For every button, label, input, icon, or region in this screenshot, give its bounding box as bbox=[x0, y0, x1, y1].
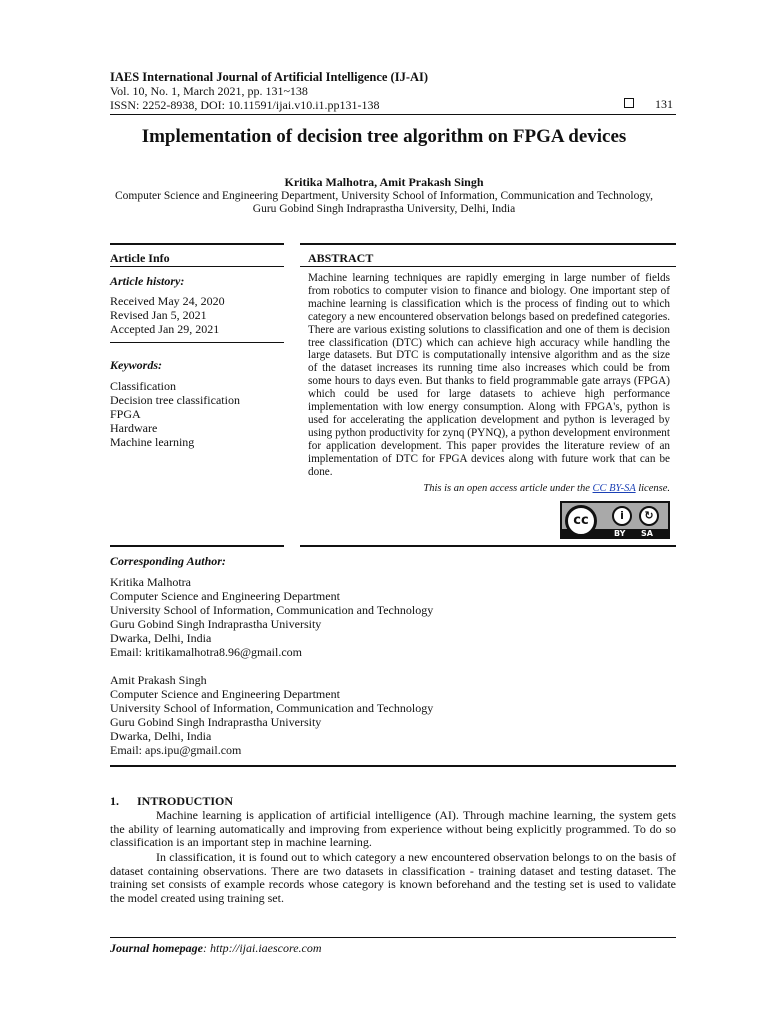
license-suffix: license. bbox=[638, 483, 670, 494]
history-revised: Revised Jan 5, 2021 bbox=[110, 308, 207, 322]
journal-homepage bbox=[110, 941, 322, 956]
author2-university: Guru Gobind Singh Indraprastha University bbox=[110, 715, 322, 729]
journal-name: IAES International Journal of Artificial Intelligence (IJ-AI) bbox=[110, 70, 429, 84]
license-line bbox=[300, 483, 670, 494]
license-prefix: This is an open access article under the bbox=[423, 483, 590, 494]
by-label: BY bbox=[614, 529, 626, 538]
intro-section-number: 1. bbox=[110, 794, 119, 808]
keywords-heading: Keywords: bbox=[110, 358, 162, 372]
abstract-bottom-rule bbox=[300, 545, 676, 547]
author1-university: Guru Gobind Singh Indraprastha University bbox=[110, 617, 322, 631]
author1-location: Dwarka, Delhi, India bbox=[110, 631, 212, 645]
author2-location: Dwarka, Delhi, India bbox=[110, 729, 212, 743]
article-info-top-rule bbox=[110, 243, 284, 245]
issn-line: ISSN: 2252-8938, DOI: 10.11591/ijai.v10.i1.pp131-138 bbox=[110, 98, 380, 112]
cc-by-sa-link[interactable]: CC BY-SA bbox=[592, 483, 636, 494]
page-number: 131 bbox=[655, 97, 673, 111]
keyword-item: Decision tree classification bbox=[110, 393, 240, 407]
footer-rule bbox=[110, 937, 676, 938]
keyword-item: Classification bbox=[110, 379, 176, 393]
journal-homepage-label: Journal homepage bbox=[110, 941, 204, 955]
author2-school: University School of Information, Communication and Technology bbox=[110, 701, 434, 715]
sa-label: SA bbox=[641, 529, 653, 538]
history-received: Received May 24, 2020 bbox=[110, 294, 225, 308]
abstract-heading: ABSTRACT bbox=[308, 251, 374, 265]
cc-license-badge[interactable] bbox=[560, 501, 670, 539]
keyword-item: Hardware bbox=[110, 421, 158, 435]
authors: Kritika Malhotra, Amit Prakash Singh bbox=[284, 175, 484, 189]
article-info-heading: Article Info bbox=[110, 251, 170, 265]
header-rule bbox=[110, 114, 676, 115]
author1-department: Computer Science and Engineering Department bbox=[110, 589, 340, 603]
author1-email[interactable]: Email: kritikamalhotra8.96@gmail.com bbox=[110, 645, 303, 659]
corresponding-bottom-rule bbox=[110, 765, 676, 767]
abstract-text: Machine learning techniques are rapidly emerging in large number of fields from robotics to computer vision to finance and biology. One important step of machine learning is classification which is the process of finding out to which category a new encountered observation belongs based on predefined categories. There are various existing solutions to classification and one of them is decision tree classification (DTC) which can achieve high accuracy while handling the large datasets. But DTC is computationally intensive algorithm and as the size of the dataset increases its running time also increases which could be from some hours to days even. But thanks to field programmable gate arrays (FPGA) which could be used for large datasets to achieve high performance implementation with low energy consumption. Along with FPGA's, python is used for accelerating the application development and python is leveraged by using python productivity for zynq (PYNQ), a python development environment for application development. This paper provides the literature review of an implementation of DTC for FPGA devices along with future work that can be done. bbox=[308, 272, 670, 478]
intro-heading: INTRODUCTION bbox=[137, 794, 234, 808]
corresponding-author-heading: Corresponding Author: bbox=[110, 554, 226, 568]
affiliation-line-1: Computer Science and Engineering Department, University School of Information, Communication and Technology, bbox=[115, 190, 653, 202]
volume-line: Vol. 10, No. 1, March 2021, pp. 131~138 bbox=[110, 84, 308, 98]
person-icon: i bbox=[612, 506, 632, 526]
author2-name: Amit Prakash Singh bbox=[110, 673, 207, 687]
article-info-sub-rule bbox=[110, 266, 284, 267]
square-icon bbox=[624, 98, 634, 108]
author2-email[interactable]: Email: aps.ipu@gmail.com bbox=[110, 743, 242, 757]
article-history-heading: Article history: bbox=[110, 274, 185, 288]
share-alike-icon: ↻ bbox=[639, 506, 659, 526]
intro-paragraph-1: Machine learning is application of artificial intelligence (AI). Through machine learning, the system gets the ability of learning automatically and improving from experience without being explicitly programmed. To do so classification is an important step in machine learning. bbox=[110, 808, 676, 850]
journal-homepage-url[interactable]: : http://ijai.iaescore.com bbox=[203, 941, 322, 955]
article-info-bottom-rule bbox=[110, 545, 284, 547]
abstract-sub-rule bbox=[300, 266, 676, 267]
intro-paragraph-2: In classification, it is found out to which category a new encountered observation belongs to on the basis of dataset containing observations. There are two datasets in classification - training dataset and testing dataset. The training set consists of example records whose category is known beforehand and the testing set is used to validate the model created using training set. bbox=[110, 850, 676, 905]
author1-name: Kritika Malhotra bbox=[110, 575, 191, 589]
keywords-rule bbox=[110, 342, 284, 343]
author1-school: University School of Information, Communication and Technology bbox=[110, 603, 434, 617]
abstract-top-rule bbox=[300, 243, 676, 245]
affiliation-line-2: Guru Gobind Singh Indraprastha University, Delhi, India bbox=[252, 203, 516, 215]
paper-title: Implementation of decision tree algorithm on FPGA devices bbox=[141, 126, 627, 147]
keyword-item: Machine learning bbox=[110, 435, 195, 449]
keyword-item: FPGA bbox=[110, 407, 141, 421]
author2-department: Computer Science and Engineering Department bbox=[110, 687, 340, 701]
cc-icon: cc bbox=[565, 505, 597, 537]
history-accepted: Accepted Jan 29, 2021 bbox=[110, 322, 220, 336]
